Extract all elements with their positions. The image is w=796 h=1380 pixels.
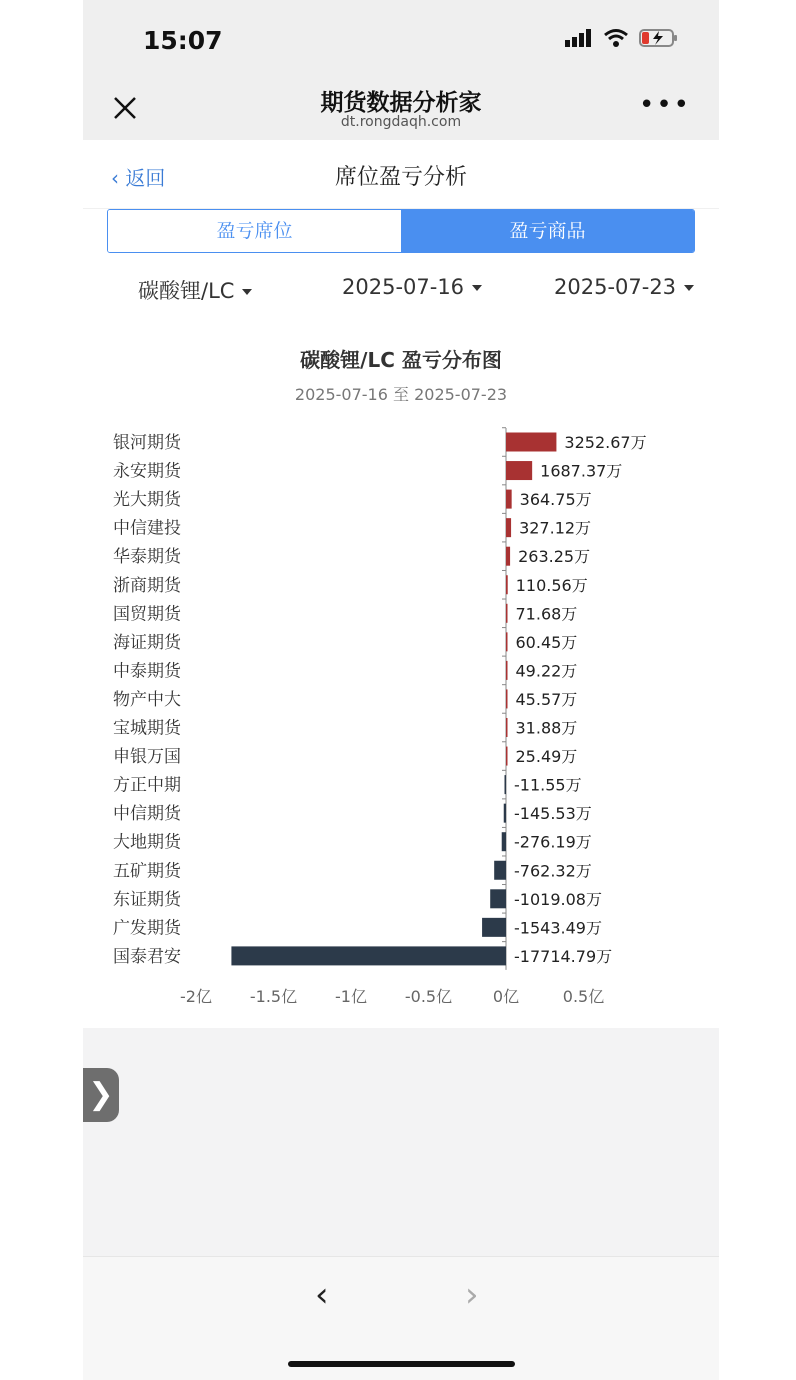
category-label: 中信建投 (113, 518, 181, 539)
bar-value-label: -1019.08万 (514, 889, 602, 909)
bar[interactable] (482, 918, 506, 937)
browser-bottom-bar (83, 1256, 719, 1380)
bar-value-label: -276.19万 (514, 832, 592, 852)
bar[interactable] (506, 490, 512, 509)
x-tick-label: -1.5亿 (249, 986, 298, 1006)
category-label: 永安期货 (113, 461, 181, 482)
page-title: 席位盈亏分析 (334, 165, 467, 190)
blank-area (83, 1028, 719, 1256)
category-label: 广发期货 (113, 918, 181, 939)
bar[interactable] (502, 832, 506, 851)
status-icons (565, 28, 679, 48)
browser-navbar (83, 80, 719, 140)
page-header (83, 140, 719, 209)
product-select-value: 碳酸锂/LC (138, 279, 235, 303)
end-date-value: 2025-07-23 (554, 275, 677, 299)
x-tick-label: -1亿 (335, 986, 367, 1006)
bar-value-label: 45.57万 (515, 689, 578, 709)
bar-value-label: -1543.49万 (514, 918, 602, 938)
bar-value-label: 327.12万 (519, 518, 592, 538)
bar-value-label: 110.56万 (515, 575, 588, 595)
bar[interactable] (506, 747, 508, 766)
site-title: 期货数据分析家 (320, 90, 482, 116)
tab-profit-products[interactable]: 盈亏商品 (401, 210, 694, 252)
x-tick-label: 0.5亿 (562, 986, 605, 1006)
bar[interactable] (506, 661, 508, 680)
start-date-value: 2025-07-16 (342, 275, 465, 299)
filter-bar (83, 275, 719, 305)
signal-icon (565, 29, 593, 47)
bar-value-label: 263.25万 (518, 547, 591, 567)
bar-value-label: 25.49万 (515, 747, 578, 767)
bar[interactable] (506, 718, 508, 737)
chart-subtitle: 2025-07-16 至 2025-07-23 (294, 385, 508, 404)
x-tick-label: 0亿 (492, 986, 520, 1006)
category-label: 物产中大 (113, 689, 181, 710)
category-label: 银河期货 (113, 433, 181, 453)
bar-value-label: 364.75万 (519, 490, 592, 510)
category-label: 国贸期货 (113, 604, 181, 625)
category-label: 华泰期货 (113, 547, 181, 568)
side-panel-handle[interactable]: ❯ (83, 1068, 119, 1122)
bar[interactable] (506, 604, 508, 623)
end-date-select[interactable] (554, 275, 694, 299)
bar[interactable] (506, 575, 508, 594)
bar-value-label: -11.55万 (514, 775, 582, 795)
caret-down-icon (472, 285, 482, 291)
bar-value-label: 31.88万 (515, 718, 578, 738)
bar-value-label: -17714.79万 (514, 946, 613, 966)
bar[interactable] (506, 461, 532, 480)
bar-value-label: 1687.37万 (540, 461, 623, 481)
phone-screen (83, 0, 719, 1380)
chevron-left-icon: ‹ (111, 166, 119, 190)
category-label: 申银万国 (113, 747, 181, 768)
bar-value-label: 3252.67万 (564, 433, 647, 452)
category-label: 浙商期货 (113, 575, 181, 596)
home-indicator (288, 1361, 515, 1367)
wifi-icon (603, 28, 629, 48)
caret-down-icon (242, 289, 252, 295)
profit-loss-chart (83, 420, 719, 1015)
category-label: 方正中期 (113, 775, 181, 796)
category-label: 中泰期货 (113, 661, 181, 682)
caret-down-icon (684, 285, 694, 291)
bar[interactable] (506, 689, 508, 708)
bar[interactable] (490, 889, 506, 908)
chart-title: 碳酸锂/LC 盈亏分布图 (300, 348, 502, 372)
browser-forward-button[interactable]: › (465, 1275, 479, 1315)
category-label: 大地期货 (113, 832, 181, 853)
bar-value-label: 71.68万 (515, 604, 578, 624)
bar[interactable] (506, 632, 508, 651)
bar-value-label: 49.22万 (515, 661, 578, 681)
category-label: 海证期货 (113, 632, 181, 653)
bar[interactable] (231, 946, 506, 965)
product-select[interactable] (138, 275, 252, 305)
bar[interactable] (494, 861, 506, 880)
bar-value-label: 60.45万 (515, 632, 578, 652)
browser-back-button[interactable]: ‹ (315, 1275, 329, 1315)
start-date-select[interactable] (342, 275, 482, 299)
category-label: 东证期货 (113, 889, 181, 910)
status-bar (83, 0, 719, 80)
x-tick-label: -0.5亿 (404, 986, 453, 1006)
battery-charging-icon (639, 28, 679, 48)
bar[interactable] (506, 518, 511, 537)
bar[interactable] (504, 804, 506, 823)
back-label: 返回 (125, 166, 166, 190)
x-tick-label: -2亿 (180, 986, 212, 1006)
tab-switcher (107, 209, 695, 253)
category-label: 五矿期货 (113, 861, 181, 882)
bar-value-label: -145.53万 (514, 804, 592, 824)
status-time: 15:07 (143, 26, 223, 55)
site-url: dt.rongdaqh.com (340, 114, 462, 130)
tab-profit-seats[interactable]: 盈亏席位 (108, 210, 401, 252)
category-label: 国泰君安 (113, 946, 181, 967)
bar[interactable] (506, 433, 556, 452)
category-label: 宝城期货 (113, 718, 181, 739)
more-options-icon[interactable]: ••• (638, 90, 691, 120)
category-label: 中信期货 (113, 804, 181, 825)
bar[interactable] (505, 775, 507, 794)
bar[interactable] (506, 547, 510, 566)
bar-value-label: -762.32万 (514, 861, 592, 881)
category-label: 光大期货 (113, 490, 181, 511)
